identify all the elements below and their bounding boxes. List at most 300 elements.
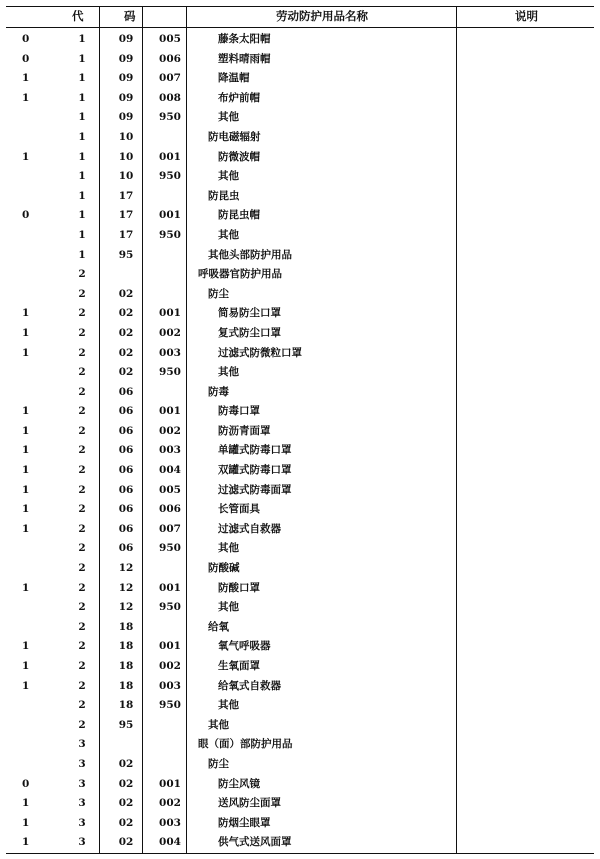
note-cell	[488, 402, 600, 422]
item-name-cell: 防毒	[208, 385, 229, 398]
code-a-cell: 1	[22, 150, 30, 163]
table-row	[6, 69, 600, 89]
code-d-cell: 004	[159, 836, 181, 849]
code-a-cell: 1	[22, 307, 30, 320]
code-a-cell	[6, 598, 60, 618]
item-name-cell: 其他	[218, 228, 239, 241]
table-row	[6, 657, 600, 677]
code-c-cell: 09	[118, 33, 134, 45]
code-c-cell: 18	[118, 620, 134, 633]
item-name-cell: 眼（面）部防护用品	[198, 738, 293, 751]
code-b-cell: 1	[78, 150, 86, 163]
code-b-cell: 3	[78, 836, 86, 849]
item-name-cell: 防烟尘眼罩	[218, 816, 271, 829]
note-cell	[488, 128, 600, 148]
code-c-cell: 12	[118, 562, 134, 575]
code-c-cell: 06	[118, 464, 134, 477]
item-name-cell: 防尘	[208, 287, 229, 300]
code-d-cell	[148, 285, 192, 305]
table-row	[6, 814, 600, 834]
code-d-cell: 001	[159, 640, 181, 653]
table-row	[6, 520, 600, 540]
table-row	[6, 755, 600, 775]
code-d-cell: 007	[159, 522, 181, 535]
code-a-cell: 1	[22, 91, 30, 104]
code-d-cell: 003	[159, 444, 181, 457]
code-c-cell: 06	[118, 542, 134, 555]
item-name-cell: 其他	[218, 601, 239, 614]
item-name-cell: 其他	[218, 170, 239, 183]
code-d-cell: 950	[159, 111, 181, 124]
table-row	[6, 618, 600, 638]
code-a-cell	[6, 187, 60, 207]
code-c-cell: 95	[118, 718, 134, 731]
code-d-cell	[148, 128, 192, 148]
code-d-cell: 008	[159, 91, 181, 104]
code-d-cell: 002	[159, 797, 181, 810]
table-row	[6, 30, 600, 50]
table-row	[6, 187, 600, 207]
note-cell	[488, 696, 600, 716]
item-name-cell: 防昆虫	[208, 189, 240, 202]
code-d-cell	[148, 735, 192, 755]
code-c-cell: 17	[118, 209, 134, 222]
code-a-cell: 1	[22, 679, 30, 692]
code-d-cell	[148, 755, 192, 775]
note-cell	[488, 500, 600, 520]
note-cell	[488, 461, 600, 481]
code-b-cell: 1	[78, 111, 86, 124]
code-c-cell: 10	[118, 150, 134, 163]
table-row	[6, 461, 600, 481]
item-name-cell: 防毒口罩	[218, 405, 260, 418]
code-d-cell: 001	[159, 581, 181, 594]
note-cell	[488, 735, 600, 755]
table-row	[6, 265, 600, 285]
code-b-cell: 1	[78, 72, 86, 85]
code-b-cell: 1	[78, 209, 86, 222]
code-b-cell: 2	[78, 718, 86, 731]
code-a-cell	[6, 735, 60, 755]
note-cell	[488, 794, 600, 814]
code-d-cell: 950	[159, 228, 181, 241]
item-name-cell: 氧气呼吸器	[218, 640, 271, 653]
item-name-cell: 防酸碱	[208, 562, 240, 575]
code-c-cell: 18	[118, 660, 134, 672]
code-d-cell: 005	[159, 483, 181, 496]
code-c-cell: 18	[118, 679, 134, 692]
code-d-cell: 950	[159, 170, 181, 183]
code-d-cell: 950	[159, 366, 181, 379]
item-name-cell: 防电磁辐射	[208, 130, 261, 143]
code-d-cell: 001	[159, 777, 181, 790]
code-c-cell: 02	[118, 777, 134, 790]
protective-equipment-code-table	[6, 30, 600, 853]
note-cell	[488, 108, 600, 128]
code-a-cell	[6, 108, 60, 128]
code-a-cell: 1	[22, 424, 30, 437]
code-d-cell: 003	[159, 679, 181, 692]
note-cell	[488, 246, 600, 266]
code-d-cell: 001	[159, 209, 181, 222]
table-row	[6, 363, 600, 383]
item-name-cell: 藤条太阳帽	[218, 33, 271, 45]
code-a-cell	[6, 716, 60, 736]
code-c-cell: 02	[118, 366, 134, 379]
table-row	[6, 344, 600, 364]
name-header: 劳动防护用品名称	[276, 9, 368, 23]
code-b-cell: 2	[78, 640, 86, 653]
code-d-cell: 006	[159, 52, 181, 65]
code-b-cell: 3	[78, 757, 86, 770]
code-b-cell: 1	[78, 33, 86, 45]
note-cell	[488, 50, 600, 70]
code-c-cell: 06	[118, 483, 134, 496]
item-name-cell: 塑料晴雨帽	[218, 52, 271, 65]
code-b-cell: 2	[78, 366, 86, 379]
table-row	[6, 422, 600, 442]
item-name-cell: 过滤式防毒面罩	[218, 483, 292, 496]
note-cell	[488, 324, 600, 344]
code-a-cell	[6, 265, 60, 285]
code-d-cell: 002	[159, 326, 181, 339]
code-a-cell	[6, 696, 60, 716]
note-cell	[488, 775, 600, 795]
note-cell	[488, 814, 600, 834]
code-a-cell: 1	[22, 660, 30, 672]
code-d-cell: 005	[159, 33, 181, 45]
note-cell	[488, 441, 600, 461]
item-name-cell: 降温帽	[218, 72, 250, 85]
note-cell	[488, 539, 600, 559]
note-cell	[488, 344, 600, 364]
code-c-cell: 02	[118, 307, 134, 320]
table-row	[6, 148, 600, 168]
note-cell	[488, 148, 600, 168]
item-name-cell: 防沥青面罩	[218, 424, 271, 437]
code-b-cell: 2	[78, 562, 86, 575]
item-name-cell: 其他头部防护用品	[208, 248, 292, 261]
note-cell	[488, 383, 600, 403]
note-cell	[488, 206, 600, 226]
code-b-cell: 2	[78, 522, 86, 535]
code-a-cell: 1	[22, 464, 30, 477]
code-c-cell	[104, 735, 148, 755]
code-a-cell	[6, 285, 60, 305]
code-a-cell: 0	[22, 209, 30, 222]
table-row	[6, 108, 600, 128]
code-c-cell: 10	[118, 170, 134, 183]
code-a-cell: 1	[22, 483, 30, 496]
code-d-cell	[148, 265, 192, 285]
code-c-cell: 02	[118, 346, 134, 359]
table-row	[6, 89, 600, 109]
code-d-cell: 004	[159, 464, 181, 477]
table-row	[6, 50, 600, 70]
code-c-cell: 10	[118, 130, 134, 143]
table-row	[6, 677, 600, 697]
item-name-cell: 其他	[218, 699, 239, 712]
item-name-cell: 呼吸器官防护用品	[198, 268, 282, 281]
table-row	[6, 500, 600, 520]
item-name-cell: 其他	[218, 542, 239, 555]
code-a-cell: 1	[22, 444, 30, 457]
code-c-cell: 17	[118, 189, 134, 202]
table-row	[6, 637, 600, 657]
code-d-cell: 003	[159, 346, 181, 359]
note-cell	[488, 598, 600, 618]
header-rule	[6, 27, 594, 28]
item-name-cell: 防昆虫帽	[218, 209, 260, 222]
code-d-cell: 950	[159, 601, 181, 614]
note-header: 说明	[515, 9, 538, 23]
code-c-cell: 06	[118, 385, 134, 398]
code-a-cell: 1	[22, 72, 30, 85]
code-b-cell: 3	[78, 738, 86, 751]
code-a-cell	[6, 539, 60, 559]
table-row	[6, 285, 600, 305]
code-c-cell: 06	[118, 405, 134, 418]
code-b-cell: 1	[78, 130, 86, 143]
note-cell	[488, 579, 600, 599]
note-cell	[488, 833, 600, 853]
note-cell	[488, 520, 600, 540]
item-name-cell: 过滤式自救器	[218, 522, 281, 535]
code-d-cell: 002	[159, 424, 181, 437]
code-b-cell: 2	[78, 581, 86, 594]
note-cell	[488, 677, 600, 697]
table-row	[6, 598, 600, 618]
code-d-cell: 002	[159, 660, 181, 672]
table-row	[6, 128, 600, 148]
table-row	[6, 383, 600, 403]
code-b-cell: 2	[78, 503, 86, 516]
code-b-cell: 2	[78, 660, 86, 672]
code-c-cell: 18	[118, 699, 134, 712]
item-name-cell: 简易防尘口罩	[218, 307, 281, 320]
item-name-cell: 双罐式防毒口罩	[218, 464, 292, 477]
table-row	[6, 246, 600, 266]
item-name-cell: 其他	[218, 111, 239, 124]
code-c-cell: 09	[118, 91, 134, 104]
table-row	[6, 324, 600, 344]
code-a-cell: 1	[22, 346, 30, 359]
code-a-cell	[6, 755, 60, 775]
code-b-cell: 2	[78, 307, 86, 320]
note-cell	[488, 30, 600, 50]
item-name-cell: 生氧面罩	[218, 660, 260, 672]
note-cell	[488, 226, 600, 246]
item-name-cell: 单罐式防毒口罩	[218, 444, 292, 457]
table-row	[6, 441, 600, 461]
note-cell	[488, 755, 600, 775]
code-d-cell	[148, 618, 192, 638]
code-d-cell	[148, 383, 192, 403]
code-c-cell: 02	[118, 287, 134, 300]
code-c-cell: 09	[118, 52, 134, 65]
code-c-cell: 17	[118, 228, 134, 241]
code-a-cell	[6, 363, 60, 383]
item-name-cell: 复式防尘口罩	[218, 326, 281, 339]
note-cell	[488, 304, 600, 324]
note-cell	[488, 69, 600, 89]
note-cell	[488, 285, 600, 305]
note-cell	[488, 618, 600, 638]
table-row	[6, 559, 600, 579]
table-row	[6, 696, 600, 716]
note-cell	[488, 422, 600, 442]
code-a-cell	[6, 128, 60, 148]
code-c-cell	[104, 265, 148, 285]
table-row	[6, 775, 600, 795]
code-d-cell	[148, 716, 192, 736]
item-name-cell: 给氧	[208, 620, 229, 633]
table-row	[6, 735, 600, 755]
code-b-cell: 2	[78, 405, 86, 418]
table-row	[6, 833, 600, 853]
code-b-cell: 2	[78, 385, 86, 398]
note-cell	[488, 187, 600, 207]
table-row	[6, 206, 600, 226]
code-b-cell: 1	[78, 170, 86, 183]
code-c-cell: 12	[118, 581, 134, 594]
code-b-cell: 2	[78, 464, 86, 477]
item-name-cell: 其他	[218, 366, 239, 379]
code-b-cell: 2	[78, 346, 86, 359]
code-c-cell: 09	[118, 111, 134, 124]
code-c-cell: 12	[118, 601, 134, 614]
code-d-cell	[148, 246, 192, 266]
code-d-cell: 001	[159, 405, 181, 418]
table-row	[6, 304, 600, 324]
code-d-cell	[148, 187, 192, 207]
code-a-cell	[6, 618, 60, 638]
code-a-cell: 1	[22, 836, 30, 849]
code-a-cell: 1	[22, 581, 30, 594]
code-b-cell: 2	[78, 542, 86, 555]
code-c-cell: 02	[118, 816, 134, 829]
code-d-cell: 003	[159, 816, 181, 829]
code-d-cell: 006	[159, 503, 181, 516]
note-cell	[488, 481, 600, 501]
code-a-cell: 0	[22, 33, 30, 45]
code-c-cell: 02	[118, 797, 134, 810]
code-b-cell: 2	[78, 679, 86, 692]
code-d-cell: 007	[159, 72, 181, 85]
code-b-cell: 1	[78, 91, 86, 104]
note-cell	[488, 265, 600, 285]
code-d-cell: 950	[159, 699, 181, 712]
table-row	[6, 794, 600, 814]
code-b-cell: 1	[78, 228, 86, 241]
item-name-cell: 防酸口罩	[218, 581, 260, 594]
note-cell	[488, 89, 600, 109]
table-row	[6, 402, 600, 422]
code-header-b: 码	[124, 9, 136, 23]
code-d-cell: 001	[159, 307, 181, 320]
code-b-cell: 3	[78, 777, 86, 790]
code-b-cell: 2	[78, 444, 86, 457]
code-b-cell: 2	[78, 287, 86, 300]
note-cell	[488, 363, 600, 383]
code-b-cell: 3	[78, 797, 86, 810]
code-b-cell: 1	[78, 52, 86, 65]
code-b-cell: 2	[78, 424, 86, 437]
code-c-cell: 06	[118, 522, 134, 535]
bottom-rule	[6, 853, 594, 854]
code-d-cell: 950	[159, 542, 181, 555]
code-b-cell: 2	[78, 601, 86, 614]
item-name-cell: 长管面具	[218, 503, 260, 516]
note-cell	[488, 716, 600, 736]
code-c-cell: 95	[118, 248, 134, 261]
code-b-cell: 2	[78, 620, 86, 633]
code-b-cell: 1	[78, 189, 86, 202]
code-c-cell: 06	[118, 424, 134, 437]
item-name-cell: 给氧式自救器	[218, 679, 281, 692]
item-name-cell: 送风防尘面罩	[218, 797, 281, 810]
code-d-cell	[148, 559, 192, 579]
table-row	[6, 226, 600, 246]
item-name-cell: 防尘	[208, 757, 229, 770]
code-c-cell: 02	[118, 757, 134, 770]
table-row	[6, 579, 600, 599]
code-b-cell: 2	[78, 326, 86, 339]
code-a-cell	[6, 167, 60, 187]
code-a-cell: 0	[22, 777, 30, 790]
item-name-cell: 防微波帽	[218, 150, 260, 163]
code-a-cell: 1	[22, 797, 30, 810]
note-cell	[488, 167, 600, 187]
code-a-cell	[6, 559, 60, 579]
code-b-cell: 2	[78, 483, 86, 496]
code-a-cell: 1	[22, 503, 30, 516]
note-cell	[488, 657, 600, 677]
code-c-cell: 06	[118, 503, 134, 516]
code-a-cell: 1	[22, 326, 30, 339]
code-c-cell: 18	[118, 640, 134, 653]
code-header-a: 代	[72, 9, 84, 23]
note-cell	[488, 637, 600, 657]
table-row	[6, 167, 600, 187]
code-a-cell	[6, 246, 60, 266]
code-b-cell: 2	[78, 268, 86, 281]
table-row	[6, 716, 600, 736]
table-row	[6, 539, 600, 559]
code-c-cell: 02	[118, 836, 134, 849]
code-a-cell: 1	[22, 522, 30, 535]
item-name-cell: 过滤式防微粒口罩	[218, 346, 302, 359]
code-a-cell: 1	[22, 405, 30, 418]
code-b-cell: 2	[78, 699, 86, 712]
code-b-cell: 1	[78, 248, 86, 261]
item-name-cell: 供气式送风面罩	[218, 836, 292, 849]
code-a-cell: 0	[22, 52, 30, 65]
code-b-cell: 3	[78, 816, 86, 829]
table-row	[6, 481, 600, 501]
item-name-cell: 布炉前帽	[218, 91, 260, 104]
item-name-cell: 其他	[208, 718, 229, 731]
code-a-cell	[6, 383, 60, 403]
code-a-cell: 1	[22, 816, 30, 829]
code-c-cell: 06	[118, 444, 134, 457]
note-cell	[488, 559, 600, 579]
code-a-cell	[6, 226, 60, 246]
item-name-cell: 防尘风镜	[218, 777, 260, 790]
top-rule	[6, 6, 594, 7]
code-d-cell: 001	[159, 150, 181, 163]
code-c-cell: 09	[118, 72, 134, 85]
